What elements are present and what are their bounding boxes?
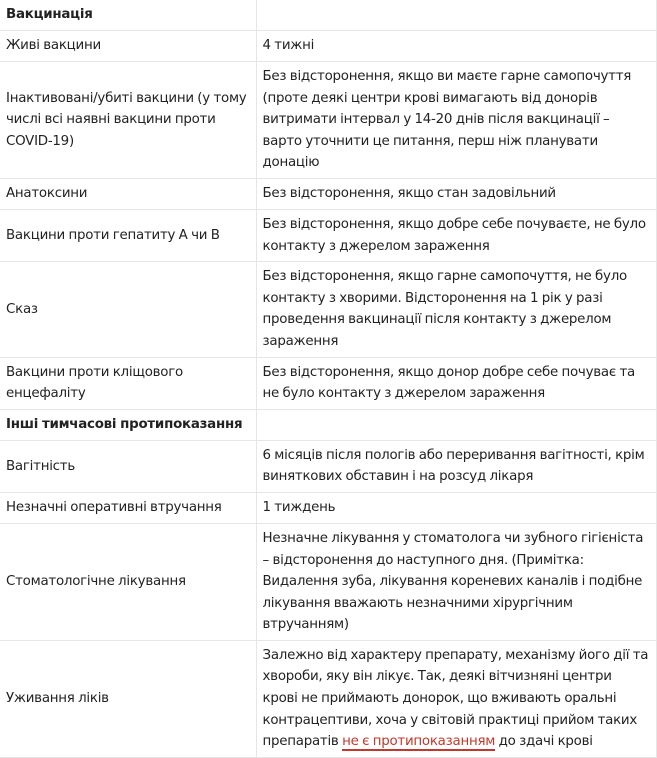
deferral-cell: Незначне лікування у стоматолога чи зубного гігієніста – відсторонення до наступного дня. (Примітка: Видалення зуба, лікування кореневих каналів і подібне лікування вважають незначними хірургічним втручанням) — [256, 523, 656, 640]
table-row — [0, 62, 656, 179]
section-header-row — [0, 409, 656, 440]
deferral-cell: 6 місяців після пологів або переривання вагітності, крім виняткових обставин і на розсуд лікаря — [256, 440, 656, 492]
section-empty-cell — [256, 0, 656, 31]
deferral-cell — [256, 640, 656, 757]
item-cell: Стоматологічне лікування — [0, 523, 256, 640]
deferral-cell: 4 тижні — [256, 31, 656, 62]
deferral-cell: Без відсторонення, якщо добре себе почуваєте, не було контакту з джерелом зараження — [256, 209, 656, 261]
item-cell: Вагітність — [0, 440, 256, 492]
deferral-cell: 1 тиждень — [256, 492, 656, 523]
section-header-row — [0, 0, 656, 31]
table-row — [0, 640, 656, 757]
deferral-cell: Без відсторонення, якщо стан задовільний — [256, 178, 656, 209]
not-contraindication-link[interactable]: не є протипоказанням — [342, 734, 496, 750]
item-cell: Живі вакцини — [0, 31, 256, 62]
deferral-text-before: Залежно від характеру препарату, механізму його дії та хвороби, яку він лікує. Так, деякі вітчизняні центри крові не приймають донорок, що вживають оральні контрацептиви, хоча у світовій практиці прийом таких препаратів — [262, 647, 649, 750]
deferral-text-after: до здачі крові — [495, 734, 593, 750]
section-title: Інші тимчасові протипоказання — [0, 409, 256, 440]
deferral-cell: Без відсторонення, якщо гарне самопочуття, не було контакту з хворими. Відсторонення на 1 рік у разі проведення вакцинації після контакту з джерелом зараження — [256, 262, 656, 357]
table-row — [0, 209, 656, 261]
table-row — [0, 523, 656, 640]
table-row — [0, 357, 656, 409]
item-cell: Анатоксини — [0, 178, 256, 209]
table-row — [0, 262, 656, 357]
section-empty-cell — [256, 409, 656, 440]
item-cell: Інактивовані/убиті вакцини (у тому числі всі наявні вакцини проти COVID-19) — [0, 62, 256, 179]
table-row — [0, 492, 656, 523]
item-cell: Вакцини проти гепатиту А чи В — [0, 209, 256, 261]
section-title: Вакцинація — [0, 0, 256, 31]
item-cell: Вакцини проти кліщового енцефаліту — [0, 357, 256, 409]
deferral-cell: Без відсторонення, якщо ви маєте гарне самопочуття (проте деякі центри крові вимагають від донорів витримати інтервал у 14-20 днів після вакцинації – варто уточнити це питання, перш ніж планувати донацію — [256, 62, 656, 179]
item-cell: Незначні оперативні втручання — [0, 492, 256, 523]
item-cell: Уживання ліків — [0, 640, 256, 757]
table-row — [0, 31, 656, 62]
item-cell: Сказ — [0, 262, 256, 357]
deferral-cell: Без відсторонення, якщо донор добре себе почуває та не було контакту з джерелом зараження — [256, 357, 656, 409]
table-row — [0, 178, 656, 209]
table-row — [0, 440, 656, 492]
